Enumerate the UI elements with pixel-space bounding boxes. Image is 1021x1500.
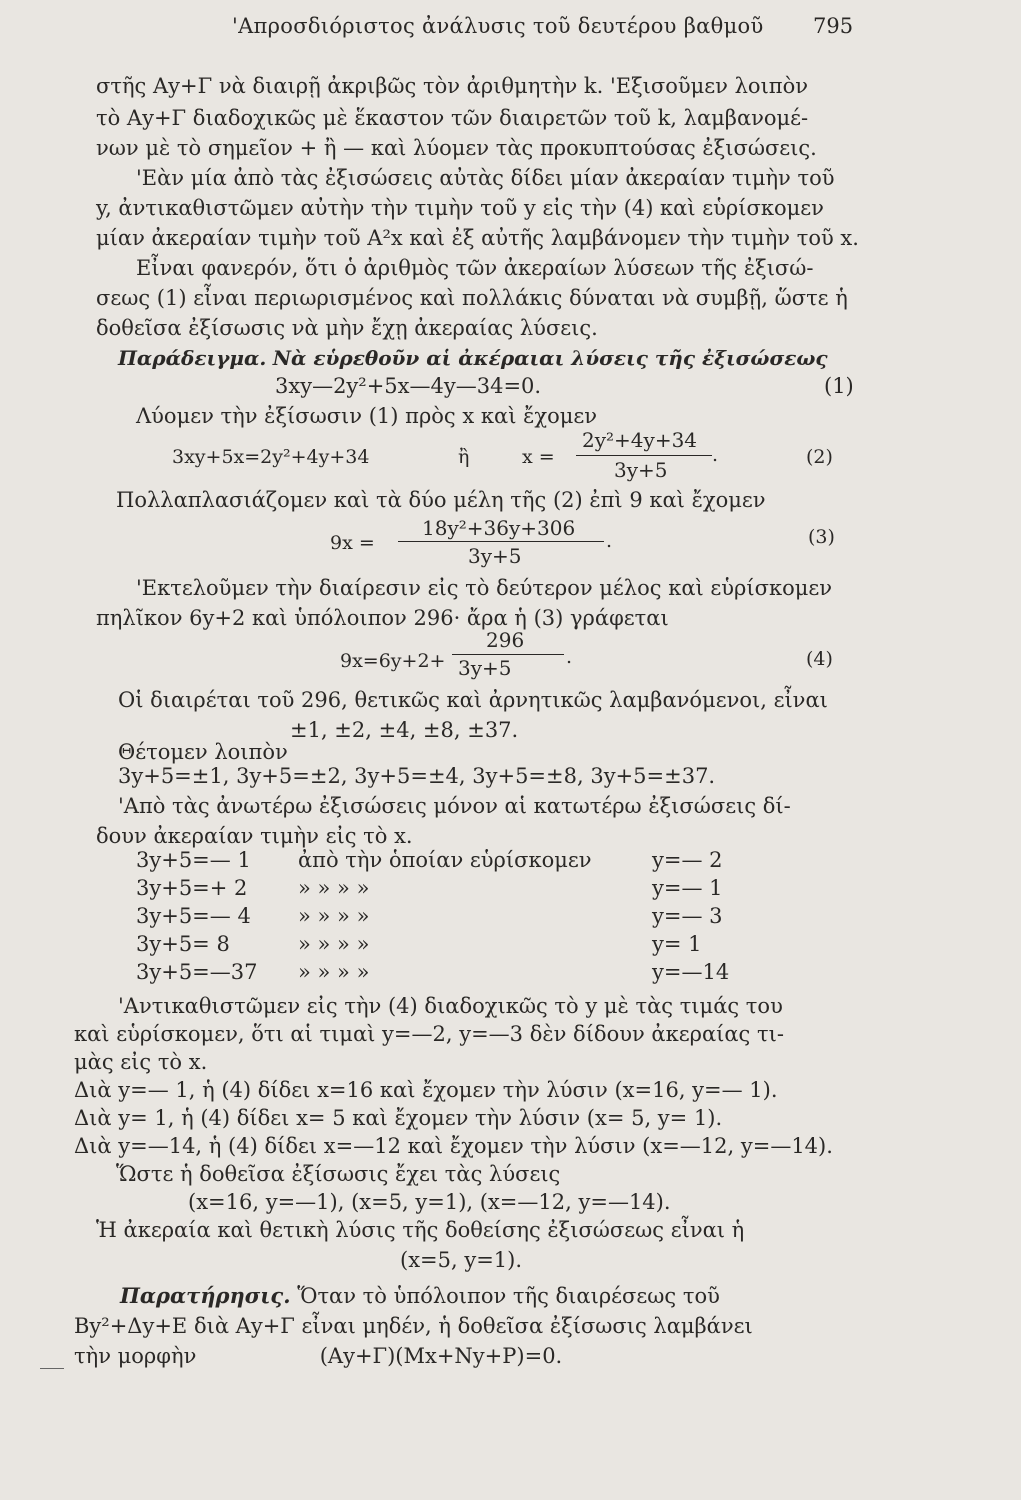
case-equation: 3y+5=—37	[136, 960, 258, 984]
text-line	[74, 1342, 562, 1370]
equation-3-tag: (3)	[808, 526, 835, 548]
text-line: μίαν ἀκεραίαν τιμὴν τοῦ Α²x καὶ ἐξ αὐτῆς λαμβάνομεν τὴν τιμὴν τοῦ x.	[96, 226, 859, 250]
case-result: y=— 2	[652, 848, 723, 872]
case-equation: 3y+5=— 1	[136, 848, 251, 872]
equation-2-x: x =	[522, 446, 555, 468]
fraction-bar	[452, 654, 564, 655]
text-line: δουν ἀκεραίαν τιμὴν εἰς τὸ x.	[96, 824, 413, 848]
remark-text: τὴν μορφὴν	[74, 1344, 197, 1368]
case-result: y=— 3	[652, 904, 723, 928]
equation-2-or: ἢ	[458, 446, 470, 468]
case-text: ἀπὸ τὴν ὁποίαν εὑρίσκομεν	[298, 848, 592, 872]
text-line: Θέτομεν λοιπὸν	[118, 740, 288, 764]
text-line: Εἶναι φανερόν, ὅτι ὁ ἀριθμὸς τῶν ἀκεραίων λύσεων τῆς ἐξισώ-	[136, 256, 814, 280]
remark-label: Παρατήρησις.	[120, 1283, 291, 1308]
page-number: 795	[813, 14, 854, 38]
case-row	[0, 876, 1021, 904]
text-line: 'Απὸ τὰς ἀνωτέρω ἐξισώσεις μόνον αἱ κατωτέρω ἐξισώσεις δί-	[118, 794, 791, 818]
text-line: 'Εὰν μία ἀπὸ τὰς ἐξισώσεις αὐτὰς δίδει μίαν ἀκεραίαν τιμὴν τοῦ	[136, 166, 835, 190]
text-line: Λύομεν τὴν ἐξίσωσιν (1) πρὸς x καὶ ἔχομεν	[136, 404, 598, 428]
equation-4-left: 9x=6y+2+	[340, 650, 446, 672]
solution-line: Διὰ y=— 1, ἡ (4) δίδει x=16 καὶ ἔχομεν τὴν λύσιν (x=16, y=— 1).	[74, 1078, 778, 1102]
equation-3-dot: .	[606, 530, 613, 552]
solution-line: Διὰ y= 1, ἡ (4) δίδει x= 5 καὶ ἔχομεν τὴν λύσιν (x= 5, y= 1).	[74, 1106, 723, 1130]
equation-4-dot: .	[566, 646, 573, 668]
text-line: καὶ εὑρίσκομεν, ὅτι αἱ τιμαὶ y=—2, y=—3 δὲν δίδουν ἀκεραίας τι-	[74, 1022, 784, 1046]
positive-solution: (x=5, y=1).	[400, 1248, 523, 1272]
remark-text: Ὅταν τὸ ὑπόλοιπον τῆς διαιρέσεως τοῦ	[297, 1284, 720, 1308]
fraction-bar	[398, 541, 604, 542]
case-row	[0, 904, 1021, 932]
text-line: τὸ Αy+Γ διαδοχικῶς μὲ ἕκαστον τῶν διαιρετῶν τοῦ k, λαμβανομέ-	[96, 106, 809, 130]
equation-2-left: 3xy+5x=2y²+4y+34	[172, 446, 370, 468]
example-label: Παράδειγμα.	[118, 346, 267, 370]
remark-formula: (Αy+Γ)(Mx+Ny+P)=0.	[319, 1344, 563, 1368]
margin-mark	[40, 1368, 64, 1369]
equation-2-denominator: 3y+5	[614, 458, 668, 482]
equation-2-dot: .	[712, 444, 719, 466]
text-line: 'Αντικαθιστῶμεν εἰς τὴν (4) διαδοχικῶς τὸ y μὲ τὰς τιμάς του	[118, 994, 783, 1018]
case-equation: 3y+5=+ 2	[136, 876, 248, 900]
text-line: Ἡ ἀκεραία καὶ θετικὴ λύσις τῆς δοθείσης ἐξισώσεως εἶναι ἡ	[96, 1218, 745, 1242]
text-line: πηλῖκον 6y+2 καὶ ὑπόλοιπον 296· ἄρα ἡ (3) γράφεται	[96, 606, 669, 630]
case-row	[0, 932, 1021, 960]
text-line: σεως (1) εἶναι περιωρισμένος καὶ πολλάκις δύναται νὰ συμβῇ, ὥστε ἡ	[96, 286, 848, 310]
case-text: » » » »	[298, 876, 370, 900]
text-line: 'Εκτελοῦμεν τὴν διαίρεσιν εἰς τὸ δεύτερον μέλος καὶ εὑρίσκομεν	[136, 576, 833, 600]
equation-3-denominator: 3y+5	[468, 544, 522, 568]
case-equation: 3y+5= 8	[136, 932, 230, 956]
solutions-list: (x=16, y=—1), (x=5, y=1), (x=—12, y=—14).	[188, 1190, 671, 1214]
case-result: y= 1	[652, 932, 702, 956]
case-row	[0, 960, 1021, 988]
remark-heading	[120, 1282, 720, 1310]
example-title: Νὰ εὑρεθοῦν αἱ ἀκέραιαι λύσεις τῆς ἐξισώσεως	[272, 346, 828, 370]
set-equations: 3y+5=±1, 3y+5=±2, 3y+5=±4, 3y+5=±8, 3y+5=±37.	[118, 764, 716, 788]
text-line: μὰς εἰς τὸ x.	[74, 1050, 208, 1074]
text-line: y, ἀντικαθιστῶμεν αὐτὴν τὴν τιμὴν τοῦ y εἰς τὴν (4) καὶ εὑρίσκομεν	[96, 196, 824, 220]
case-text: » » » »	[298, 960, 370, 984]
running-title: 'Απροσδιόριστος ἀνάλυσις τοῦ δευτέρου βαθμοῦ	[232, 14, 764, 38]
case-result: y=— 1	[652, 876, 723, 900]
equation-4-tag: (4)	[806, 648, 833, 670]
text-line: Βy²+Δy+Ε διὰ Αy+Γ εἶναι μηδέν, ἡ δοθεῖσα ἐξίσωσις λαμβάνει	[74, 1314, 753, 1338]
text-line: Ὥστε ἡ δοθεῖσα ἐξίσωσις ἔχει τὰς λύσεις	[116, 1162, 561, 1186]
example-heading	[118, 344, 828, 372]
divisor-list: ±1, ±2, ±4, ±8, ±37.	[290, 718, 519, 742]
equation-3-numerator: 18y²+36y+306	[422, 516, 576, 540]
text-line: Πολλαπλασιάζομεν καὶ τὰ δύο μέλη τῆς (2) ἐπὶ 9 καὶ ἔχομεν	[116, 488, 766, 512]
page-header	[0, 14, 1021, 48]
case-text: » » » »	[298, 904, 370, 928]
equation-2-tag: (2)	[806, 446, 833, 468]
equation-1: 3xy—2y²+5x—4y—34=0.	[275, 374, 542, 398]
equation-4-denominator: 3y+5	[458, 656, 512, 680]
text-line: δοθεῖσα ἐξίσωσις νὰ μὴν ἔχῃ ἀκεραίας λύσεις.	[96, 316, 598, 340]
solution-line: Διὰ y=—14, ἡ (4) δίδει x=—12 καὶ ἔχομεν τὴν λύσιν (x=—12, y=—14).	[74, 1134, 833, 1158]
case-row	[0, 848, 1021, 876]
equation-3-left: 9x =	[330, 532, 375, 554]
case-text: » » » »	[298, 932, 370, 956]
equation-4-numerator: 296	[486, 628, 525, 652]
text-line: νων μὲ τὸ σημεῖον + ἢ — καὶ λύομεν τὰς προκυπτούσας ἐξισώσεις.	[96, 136, 817, 160]
equation-1-tag: (1)	[824, 374, 854, 398]
case-result: y=—14	[652, 960, 730, 984]
case-equation: 3y+5=— 4	[136, 904, 251, 928]
equation-2-numerator: 2y²+4y+34	[582, 428, 698, 452]
text-line: Οἱ διαιρέται τοῦ 296, θετικῶς καὶ ἀρνητικῶς λαμβανόμενοι, εἶναι	[118, 688, 828, 712]
text-line: στῆς Αy+Γ νὰ διαιρῇ ἀκριβῶς τὸν ἀριθμητὴν k. 'Εξισοῦμεν λοιπὸν	[96, 74, 809, 98]
fraction-bar	[576, 455, 712, 456]
